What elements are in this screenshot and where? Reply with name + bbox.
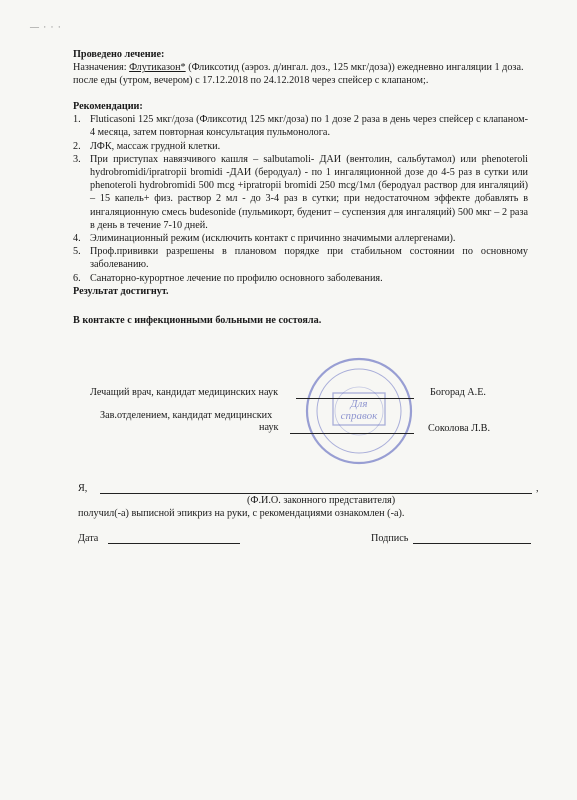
doctor-signature-line xyxy=(296,398,414,399)
signature-line[interactable] xyxy=(413,543,531,544)
recommendation-item: 5. Проф.прививки разрешены в плановом порядке при стабильном состоянии по основному заболеванию. xyxy=(73,246,528,271)
signature-label: Подпись xyxy=(371,533,409,544)
contact-note: В контакте с инфекционными больными не состояла. xyxy=(73,315,322,326)
recommendation-item: 6. Санаторно-курортное лечение по профилю основного заболевания. xyxy=(73,272,383,284)
recommendations-section xyxy=(73,100,528,298)
head-signature-line xyxy=(290,433,414,434)
treatment-drug: Флутиказон* xyxy=(129,62,186,74)
stamp-text-2: справок xyxy=(340,410,378,422)
recommendation-item: 2. ЛФК, массаж грудной клетки. xyxy=(73,140,221,152)
receipt-statement: получил(-а) выписной эпикриз на руки, с рекомендациями ознакомлен (-а). xyxy=(78,508,405,519)
treatment-section xyxy=(73,48,528,88)
treatment-line-2: после еды (утром, вечером) с 17.12.2018 по 24.12.2018 через спейсер с клапаном;. xyxy=(73,75,429,87)
receipt-comma: , xyxy=(536,483,539,494)
treatment-rest: (Фликсотид (аэроз. д/ингал. доз., 125 мкг/доза)) ежедневно ингаляции 1 доза. xyxy=(185,62,524,74)
stamp-text-1: Для xyxy=(350,398,368,410)
doctor-title: Лечащий врач, кандидат медицинских наук xyxy=(90,387,279,398)
recommendation-item: 1. Fluticasoni 125 мкг/доза (Фликсотид 125 мкг/доза) по 1 дозе 2 раза в день через спейсер с клапаном- 4 месяца, затем повторная консультация пульмонолога. xyxy=(73,114,528,139)
recommendation-item: 4. Элиминационный режим (исключить контакт с причинно значимыми аллергенами). xyxy=(73,233,456,245)
treatment-line-1 xyxy=(73,61,528,74)
date-label: Дата xyxy=(78,533,99,544)
representative-caption: (Ф.И.О. законного представителя) xyxy=(247,495,396,506)
scan-mark: — · · · xyxy=(30,22,62,32)
treatment-prefix: Назначения: xyxy=(73,62,130,74)
head-title-1: Зав.отделением, кандидат медицинских xyxy=(100,410,273,421)
doctor-name: Богорад А.Е. xyxy=(430,387,486,398)
treatment-title: Проведено лечение: xyxy=(73,49,165,60)
result-line: Результат достигнут. xyxy=(73,285,169,297)
date-line[interactable] xyxy=(108,543,240,544)
head-name: Соколова Л.В. xyxy=(428,423,490,434)
recommendations-title: Рекомендации: xyxy=(73,101,143,112)
receipt-ya: Я, xyxy=(78,483,88,494)
recommendation-item: 3. При приступах навязчивого кашля – salbutamoli- ДАИ (вентолин, сальбутамол) или phenoteroli hydrobromidi/ipratropii bromidi -ДАИ (беродуал) - по 1 ингаляционной дозе до 4-5 раз в сутки или phenoteroli hydrobromidi 500 mcg +ipratropii bromidi 250 mcg/1мл (беродуал раствор для ингаляций) – 15 капель+ физ. раствор 2 мл - до 3-4 раз в сутки; при недостаточном эффекте добавлять в ингаляционную смесь budesonide (пульмикорт, буденит – суспензия для ингаляций) 500 мкг – 2 раза в день в течение 7-10 дней. xyxy=(73,153,528,231)
round-stamp xyxy=(303,355,415,467)
head-title-2: наук xyxy=(259,422,279,433)
